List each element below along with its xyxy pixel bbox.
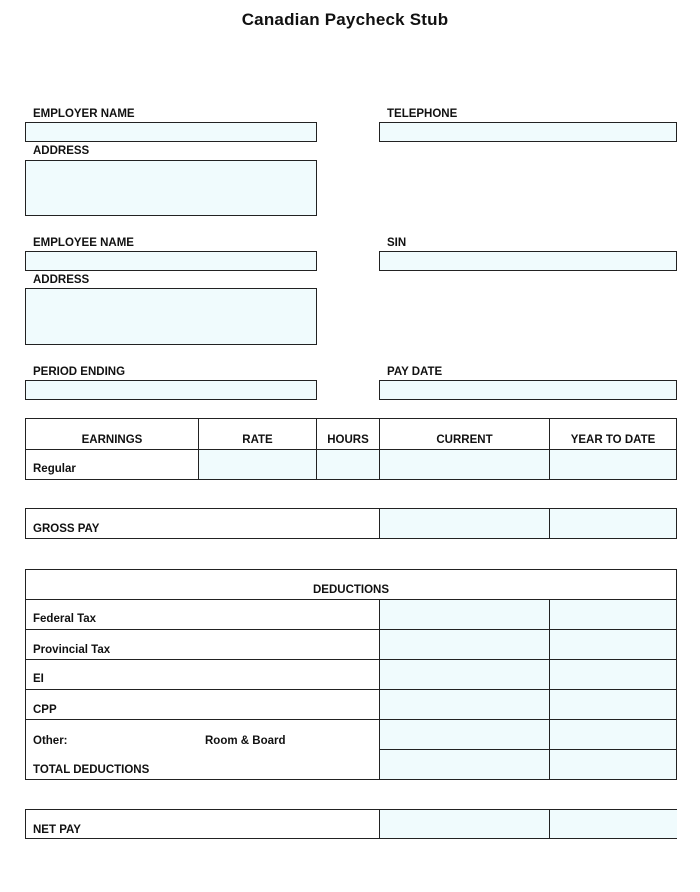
ytd-header: YEAR TO DATE: [570, 434, 656, 446]
document-title: Canadian Paycheck Stub: [241, 10, 449, 29]
employer-address-label: ADDRESS: [33, 145, 90, 157]
deductions-title: DEDUCTIONS: [312, 584, 390, 596]
pay-date-field[interactable]: [379, 380, 677, 400]
earnings-header: EARNINGS: [81, 434, 143, 446]
other-note: Room & Board: [205, 735, 286, 747]
federal-tax-label: Federal Tax: [33, 613, 97, 625]
employer-address-field[interactable]: [25, 160, 317, 216]
earnings-input-area: [199, 450, 677, 479]
cpp-label: CPP: [33, 704, 57, 716]
current-header: CURRENT: [436, 434, 493, 446]
employer-name-field[interactable]: [25, 122, 317, 142]
total-deductions-label: TOTAL DEDUCTIONS: [33, 764, 150, 776]
sin-field[interactable]: [379, 251, 677, 271]
pay-date-label: PAY DATE: [387, 366, 443, 378]
hours-header: HOURS: [327, 434, 369, 446]
telephone-label: TELEPHONE: [387, 108, 458, 120]
telephone-field[interactable]: [379, 122, 677, 142]
rate-header: RATE: [242, 434, 273, 446]
ei-label: EI: [33, 673, 44, 685]
period-ending-label: PERIOD ENDING: [33, 366, 126, 378]
net-pay-label: NET PAY: [33, 824, 81, 836]
sin-label: SIN: [387, 237, 407, 249]
employee-name-label: EMPLOYEE NAME: [33, 237, 134, 249]
period-ending-field[interactable]: [25, 380, 317, 400]
employee-name-field[interactable]: [25, 251, 317, 271]
provincial-tax-label: Provincial Tax: [33, 644, 111, 656]
employee-address-field[interactable]: [25, 288, 317, 345]
regular-row-label: Regular: [33, 463, 76, 475]
employer-name-label: EMPLOYER NAME: [33, 108, 135, 120]
other-label: Other:: [33, 735, 68, 747]
employee-address-label: ADDRESS: [33, 274, 90, 286]
gross-pay-label: GROSS PAY: [33, 523, 100, 535]
